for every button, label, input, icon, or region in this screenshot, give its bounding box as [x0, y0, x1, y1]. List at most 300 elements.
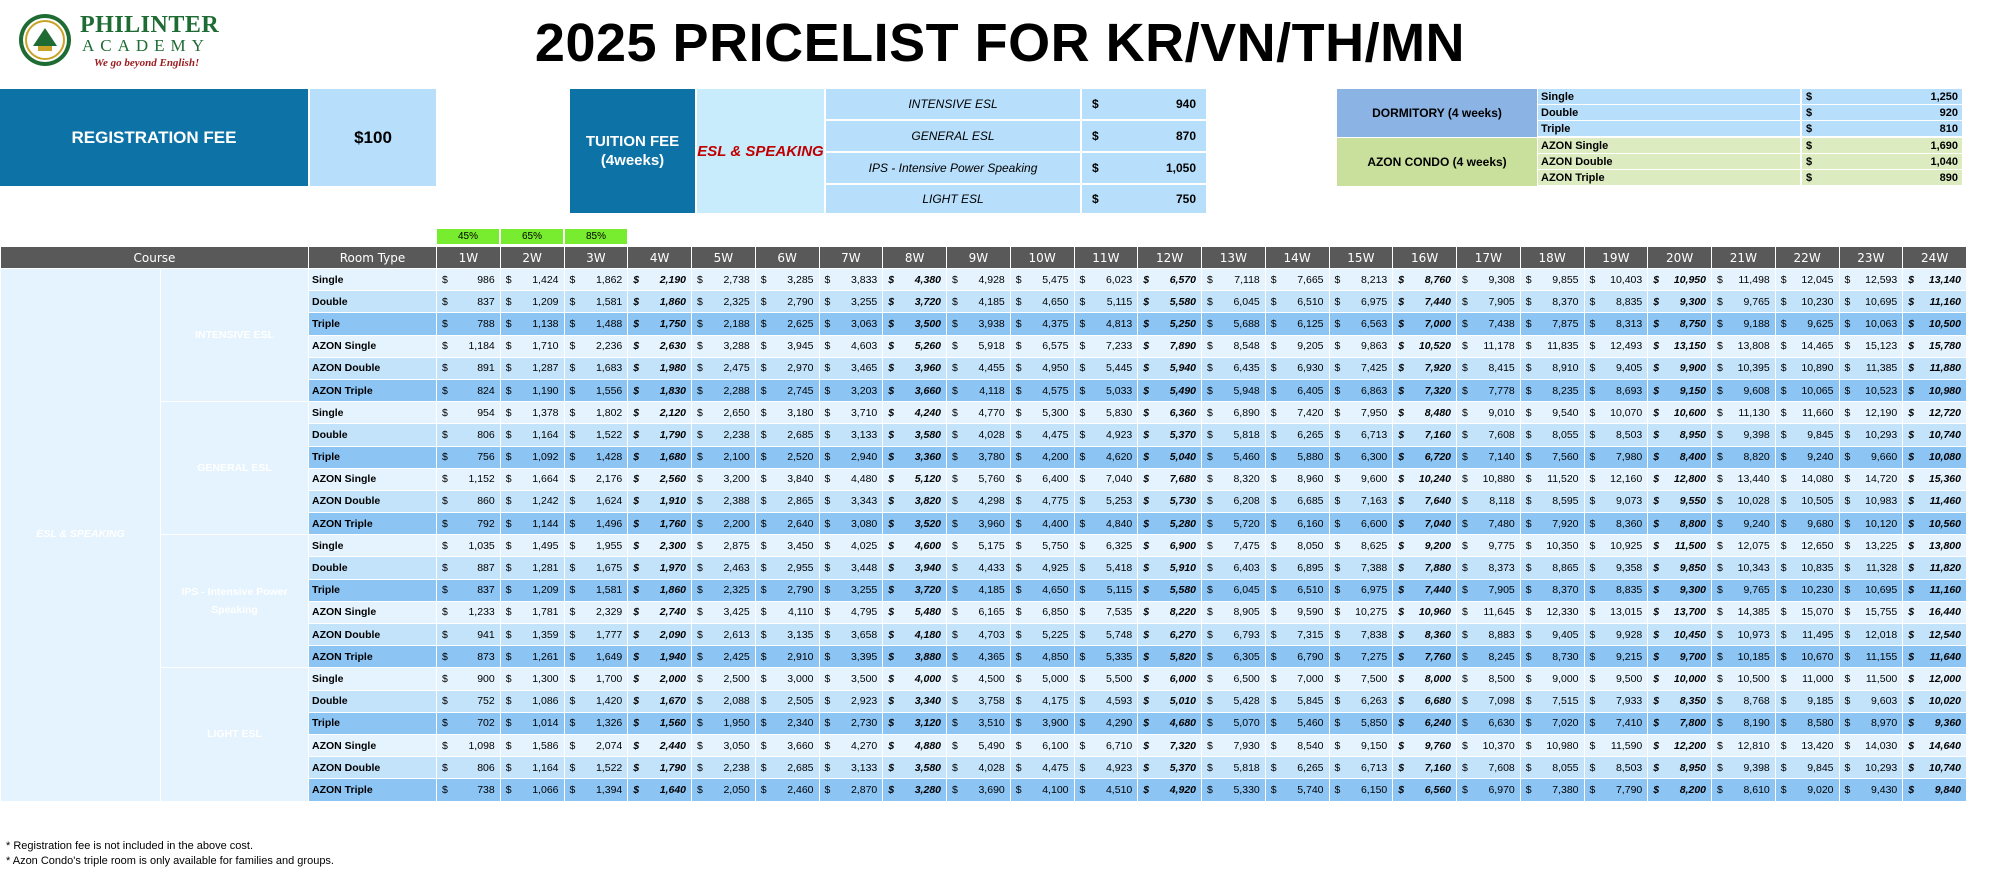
price-cell: $ 5,330: [1202, 779, 1266, 801]
price-cell: $ 12,593: [1839, 269, 1903, 291]
price-cell: $ 9,020: [1775, 779, 1839, 801]
dormitory-room: Triple $ 810: [1538, 121, 1962, 136]
dormitory-label: DORMITORY (4 weeks): [1337, 89, 1537, 137]
price-cell: $ 8,200: [1648, 779, 1712, 801]
price-cell: $ 16,440: [1903, 601, 1967, 623]
price-cell: $ 5,250: [1138, 313, 1202, 335]
price-cell: $ 5,730: [1138, 490, 1202, 512]
room-type-cell: AZON Single: [309, 468, 437, 490]
price-cell: $ 1,790: [628, 424, 692, 446]
price-cell: $ 5,830: [1074, 402, 1138, 424]
price-cell: $ 9,603: [1839, 690, 1903, 712]
week-header: 16W: [1393, 247, 1457, 269]
price-cell: $ 6,790: [1265, 646, 1329, 668]
price-cell: $ 10,740: [1903, 424, 1967, 446]
course-name-cell: LIGHT ESL: [161, 668, 309, 801]
price-cell: $ 4,850: [1010, 646, 1074, 668]
price-cell: $ 11,328: [1839, 557, 1903, 579]
price-cell: $ 3,960: [947, 513, 1011, 535]
price-cell: $ 2,970: [755, 357, 819, 379]
price-cell: $ 5,445: [1074, 357, 1138, 379]
week-header: 9W: [947, 247, 1011, 269]
week-header: 11W: [1074, 247, 1138, 269]
week-header: 13W: [1202, 247, 1266, 269]
price-cell: $ 5,948: [1202, 379, 1266, 401]
price-cell: $ 9,550: [1648, 490, 1712, 512]
price-cell: $ 2,910: [755, 646, 819, 668]
price-cell: $ 1,700: [564, 668, 628, 690]
price-cell: $ 9,500: [1584, 668, 1648, 690]
price-cell: $ 10,120: [1839, 513, 1903, 535]
price-cell: $ 10,395: [1712, 357, 1776, 379]
price-cell: $ 1,790: [628, 757, 692, 779]
price-cell: $ 14,385: [1712, 601, 1776, 623]
price-cell: $ 10,695: [1839, 291, 1903, 313]
price-cell: $ 5,418: [1074, 557, 1138, 579]
price-cell: $ 4,110: [755, 601, 819, 623]
room-type-cell: AZON Double: [309, 490, 437, 512]
price-cell: $ 10,925: [1584, 535, 1648, 557]
price-cell: $ 5,335: [1074, 646, 1138, 668]
price-cell: $ 2,630: [628, 335, 692, 357]
price-cell: $ 4,200: [1010, 446, 1074, 468]
price-cell: $ 1,680: [628, 446, 692, 468]
price-cell: $ 7,388: [1329, 557, 1393, 579]
price-cell: $ 7,425: [1329, 357, 1393, 379]
price-cell: $ 4,593: [1074, 690, 1138, 712]
price-cell: $ 11,660: [1775, 402, 1839, 424]
price-cell: $ 7,475: [1202, 535, 1266, 557]
price-cell: $ 4,475: [1010, 424, 1074, 446]
price-cell: $ 8,500: [1457, 668, 1521, 690]
price-cell: $ 6,890: [1202, 402, 1266, 424]
price-cell: $ 1,955: [564, 535, 628, 557]
price-cell: $ 14,640: [1903, 734, 1967, 756]
week-header: 5W: [692, 247, 756, 269]
price-cell: $ 14,080: [1775, 468, 1839, 490]
price-cell: $ 4,028: [947, 757, 1011, 779]
price-cell: $ 1,581: [564, 291, 628, 313]
price-cell: $ 2,340: [755, 712, 819, 734]
price-cell: $ 4,500: [947, 668, 1011, 690]
price-cell: $ 1,781: [500, 601, 564, 623]
price-cell: $ 10,695: [1839, 579, 1903, 601]
price-cell: $ 1,092: [500, 446, 564, 468]
price-cell: $ 8,693: [1584, 379, 1648, 401]
price-cell: $ 2,238: [692, 424, 756, 446]
price-cell: $ 3,360: [883, 446, 947, 468]
price-cell: $ 4,025: [819, 535, 883, 557]
price-cell: $ 806: [437, 424, 501, 446]
price-cell: $ 9,608: [1712, 379, 1776, 401]
price-cell: $ 6,265: [1265, 757, 1329, 779]
azon-condo-label: AZON CONDO (4 weeks): [1337, 138, 1537, 186]
price-cell: $ 1,777: [564, 624, 628, 646]
price-cell: $ 6,975: [1329, 291, 1393, 313]
price-cell: $ 11,000: [1775, 668, 1839, 690]
registration-fee-value: $100: [310, 89, 436, 186]
price-cell: $ 6,850: [1010, 601, 1074, 623]
dormitory-room: Double $ 920: [1538, 105, 1962, 120]
price-cell: $ 7,320: [1393, 379, 1457, 401]
price-cell: $ 7,380: [1520, 779, 1584, 801]
price-cell: $ 8,245: [1457, 646, 1521, 668]
price-cell: $ 7,665: [1265, 269, 1329, 291]
price-cell: $ 2,325: [692, 579, 756, 601]
price-cell: $ 1,862: [564, 269, 628, 291]
price-cell: $ 4,100: [1010, 779, 1074, 801]
price-cell: $ 13,225: [1839, 535, 1903, 557]
table-row: [1, 402, 1967, 424]
price-cell: $ 11,590: [1584, 734, 1648, 756]
price-cell: $ 5,115: [1074, 291, 1138, 313]
price-cell: $ 1,144: [500, 513, 564, 535]
price-cell: $ 1,910: [628, 490, 692, 512]
price-cell: $ 860: [437, 490, 501, 512]
price-cell: $ 15,780: [1903, 335, 1967, 357]
price-cell: $ 7,880: [1393, 557, 1457, 579]
week-header: 12W: [1138, 247, 1202, 269]
price-cell: $ 887: [437, 557, 501, 579]
price-cell: $ 6,400: [1010, 468, 1074, 490]
price-cell: $ 9,000: [1520, 668, 1584, 690]
price-cell: $ 6,270: [1138, 624, 1202, 646]
price-cell: $ 6,263: [1329, 690, 1393, 712]
price-cell: $ 752: [437, 690, 501, 712]
price-cell: $ 9,775: [1457, 535, 1521, 557]
price-cell: $ 5,010: [1138, 690, 1202, 712]
price-cell: $ 2,923: [819, 690, 883, 712]
price-cell: $ 4,650: [1010, 579, 1074, 601]
price-cell: $ 5,818: [1202, 757, 1266, 779]
price-cell: $ 8,595: [1520, 490, 1584, 512]
price-cell: $ 5,580: [1138, 291, 1202, 313]
price-cell: $ 1,424: [500, 269, 564, 291]
price-cell: $ 1,830: [628, 379, 692, 401]
price-cell: $ 3,580: [883, 424, 947, 446]
price-cell: $ 2,650: [692, 402, 756, 424]
price-cell: $ 4,175: [1010, 690, 1074, 712]
price-cell: $ 3,660: [755, 734, 819, 756]
price-cell: $ 6,685: [1265, 490, 1329, 512]
tuition-item-price: $ 750: [1082, 185, 1206, 213]
price-cell: $ 6,895: [1265, 557, 1329, 579]
price-cell: $ 10,240: [1393, 468, 1457, 490]
price-cell: $ 1,675: [564, 557, 628, 579]
price-cell: $ 7,800: [1648, 712, 1712, 734]
price-cell: $ 6,713: [1329, 757, 1393, 779]
price-cell: $ 3,180: [755, 402, 819, 424]
price-cell: $ 7,930: [1202, 734, 1266, 756]
price-cell: $ 3,425: [692, 601, 756, 623]
price-cell: $ 15,360: [1903, 468, 1967, 490]
price-cell: $ 3,720: [883, 579, 947, 601]
price-cell: $ 6,000: [1138, 668, 1202, 690]
price-cell: $ 1,940: [628, 646, 692, 668]
price-cell: $ 9,760: [1393, 734, 1457, 756]
price-cell: $ 8,960: [1265, 468, 1329, 490]
price-cell: $ 8,350: [1648, 690, 1712, 712]
price-cell: $ 1,420: [564, 690, 628, 712]
price-cell: $ 1,624: [564, 490, 628, 512]
tuition-item: [826, 185, 1206, 213]
price-cell: $ 10,973: [1712, 624, 1776, 646]
price-cell: $ 3,500: [819, 668, 883, 690]
price-cell: $ 10,063: [1839, 313, 1903, 335]
price-cell: $ 1,209: [500, 291, 564, 313]
price-cell: $ 4,770: [947, 402, 1011, 424]
price-cell: $ 8,360: [1393, 624, 1457, 646]
price-cell: $ 6,045: [1202, 579, 1266, 601]
price-cell: $ 4,380: [883, 269, 947, 291]
price-cell: $ 6,208: [1202, 490, 1266, 512]
price-cell: $ 13,140: [1903, 269, 1967, 291]
price-cell: $ 4,400: [1010, 513, 1074, 535]
price-cell: $ 7,790: [1584, 779, 1648, 801]
price-cell: $ 7,920: [1520, 513, 1584, 535]
price-cell: $ 5,918: [947, 335, 1011, 357]
price-cell: $ 4,650: [1010, 291, 1074, 313]
dormitory-room: Single $ 1,250: [1538, 89, 1962, 104]
price-cell: $ 6,100: [1010, 734, 1074, 756]
price-cell: $ 2,560: [628, 468, 692, 490]
price-cell: $ 9,358: [1584, 557, 1648, 579]
price-cell: $ 9,240: [1712, 513, 1776, 535]
week-header: 22W: [1775, 247, 1839, 269]
price-cell: $ 756: [437, 446, 501, 468]
price-cell: $ 8,910: [1520, 357, 1584, 379]
week-header: 3W: [564, 247, 628, 269]
price-cell: $ 6,045: [1202, 291, 1266, 313]
course-name-cell: INTENSIVE ESL: [161, 269, 309, 402]
price-cell: $ 7,275: [1329, 646, 1393, 668]
price-cell: $ 5,280: [1138, 513, 1202, 535]
price-cell: $ 4,950: [1010, 357, 1074, 379]
price-cell: $ 5,300: [1010, 402, 1074, 424]
price-cell: $ 10,293: [1839, 424, 1903, 446]
price-cell: $ 2,505: [755, 690, 819, 712]
price-cell: $ 7,000: [1265, 668, 1329, 690]
price-cell: $ 15,070: [1775, 601, 1839, 623]
price-cell: $ 4,600: [883, 535, 947, 557]
price-cell: $ 3,448: [819, 557, 883, 579]
price-cell: $ 10,835: [1775, 557, 1839, 579]
price-cell: $ 2,475: [692, 357, 756, 379]
price-cell: $ 3,940: [883, 557, 947, 579]
price-cell: $ 3,938: [947, 313, 1011, 335]
price-cell: $ 10,370: [1457, 734, 1521, 756]
price-cell: $ 2,685: [755, 424, 819, 446]
price-cell: $ 5,740: [1265, 779, 1329, 801]
tuition-item-price: $ 870: [1082, 121, 1206, 151]
discount-badge-2w: 65%: [501, 229, 563, 244]
price-cell: $ 7,500: [1329, 668, 1393, 690]
price-cell: $ 873: [437, 646, 501, 668]
price-cell: $ 5,500: [1074, 668, 1138, 690]
price-cell: $ 11,160: [1903, 291, 1967, 313]
table-row: [1, 668, 1967, 690]
price-cell: $ 8,190: [1712, 712, 1776, 734]
price-cell: $ 6,240: [1393, 712, 1457, 734]
price-cell: $ 1,359: [500, 624, 564, 646]
price-cell: $ 12,190: [1839, 402, 1903, 424]
price-cell: $ 1,281: [500, 557, 564, 579]
price-cell: $ 4,000: [883, 668, 947, 690]
price-cell: $ 3,395: [819, 646, 883, 668]
price-cell: $ 2,329: [564, 601, 628, 623]
price-cell: $ 4,813: [1074, 313, 1138, 335]
price-cell: $ 11,835: [1520, 335, 1584, 357]
price-cell: $ 4,680: [1138, 712, 1202, 734]
price-cell: $ 792: [437, 513, 501, 535]
week-header: 2W: [500, 247, 564, 269]
price-cell: $ 1,750: [628, 313, 692, 335]
price-cell: $ 1,164: [500, 424, 564, 446]
price-cell: $ 3,343: [819, 490, 883, 512]
room-type-cell: AZON Double: [309, 757, 437, 779]
price-cell: $ 8,370: [1520, 579, 1584, 601]
price-cell: $ 3,465: [819, 357, 883, 379]
price-cell: $ 2,790: [755, 579, 819, 601]
week-header: 14W: [1265, 247, 1329, 269]
price-cell: $ 7,315: [1265, 624, 1329, 646]
price-cell: $ 5,845: [1265, 690, 1329, 712]
price-cell: $ 1,287: [500, 357, 564, 379]
price-cell: $ 2,685: [755, 757, 819, 779]
price-cell: $ 1,261: [500, 646, 564, 668]
price-cell: $ 7,838: [1329, 624, 1393, 646]
price-cell: $ 10,230: [1775, 291, 1839, 313]
tuition-item-name: INTENSIVE ESL: [826, 89, 1080, 119]
price-cell: $ 10,185: [1712, 646, 1776, 668]
price-cell: $ 2,790: [755, 291, 819, 313]
price-cell: $ 2,120: [628, 402, 692, 424]
price-cell: $ 3,945: [755, 335, 819, 357]
week-header: 8W: [883, 247, 947, 269]
price-cell: $ 2,955: [755, 557, 819, 579]
price-cell: $ 5,033: [1074, 379, 1138, 401]
price-cell: $ 3,960: [883, 357, 947, 379]
price-cell: $ 12,493: [1584, 335, 1648, 357]
price-cell: $ 7,040: [1074, 468, 1138, 490]
room-type-cell: Single: [309, 535, 437, 557]
price-cell: $ 9,405: [1584, 357, 1648, 379]
price-cell: $ 2,940: [819, 446, 883, 468]
price-cell: $ 9,765: [1712, 291, 1776, 313]
price-cell: $ 7,160: [1393, 424, 1457, 446]
price-cell: $ 6,510: [1265, 579, 1329, 601]
price-cell: $ 7,410: [1584, 712, 1648, 734]
price-cell: $ 3,710: [819, 402, 883, 424]
price-cell: $ 1,860: [628, 291, 692, 313]
price-cell: $ 9,928: [1584, 624, 1648, 646]
price-cell: $ 4,510: [1074, 779, 1138, 801]
price-cell: $ 8,950: [1648, 757, 1712, 779]
price-cell: $ 6,325: [1074, 535, 1138, 557]
price-cell: $ 13,015: [1584, 601, 1648, 623]
price-cell: $ 3,255: [819, 291, 883, 313]
price-cell: $ 11,160: [1903, 579, 1967, 601]
room-type-cell: Single: [309, 269, 437, 291]
price-cell: $ 4,365: [947, 646, 1011, 668]
price-cell: $ 3,510: [947, 712, 1011, 734]
price-cell: $ 9,188: [1712, 313, 1776, 335]
price-cell: $ 9,540: [1520, 402, 1584, 424]
price-cell: $ 6,930: [1265, 357, 1329, 379]
price-cell: $ 14,465: [1775, 335, 1839, 357]
price-cell: $ 8,220: [1138, 601, 1202, 623]
price-cell: $ 8,415: [1457, 357, 1521, 379]
price-cell: $ 2,865: [755, 490, 819, 512]
price-cell: $ 4,118: [947, 379, 1011, 401]
price-cell: $ 12,330: [1520, 601, 1584, 623]
price-cell: $ 12,018: [1839, 624, 1903, 646]
price-cell: $ 12,810: [1712, 734, 1776, 756]
page-title: 2025 PRICELIST FOR KR/VN/TH/MN: [534, 13, 1466, 73]
price-cell: $ 6,560: [1393, 779, 1457, 801]
price-cell: $ 1,522: [564, 424, 628, 446]
price-cell: $ 3,050: [692, 734, 756, 756]
price-cell: $ 1,190: [500, 379, 564, 401]
price-cell: $ 3,340: [883, 690, 947, 712]
price-cell: $ 2,875: [692, 535, 756, 557]
price-cell: $ 3,580: [883, 757, 947, 779]
price-cell: $ 3,203: [819, 379, 883, 401]
price-cell: $ 1,394: [564, 779, 628, 801]
price-cell: $ 2,074: [564, 734, 628, 756]
price-cell: $ 3,500: [883, 313, 947, 335]
price-cell: $ 9,625: [1775, 313, 1839, 335]
price-cell: $ 9,300: [1648, 579, 1712, 601]
price-cell: $ 954: [437, 402, 501, 424]
price-cell: $ 2,520: [755, 446, 819, 468]
price-cell: $ 10,980: [1520, 734, 1584, 756]
price-cell: $ 1,649: [564, 646, 628, 668]
week-header: 4W: [628, 247, 692, 269]
price-cell: $ 1,014: [500, 712, 564, 734]
price-cell: $ 5,580: [1138, 579, 1202, 601]
price-cell: $ 2,088: [692, 690, 756, 712]
price-cell: $ 9,590: [1265, 601, 1329, 623]
price-cell: $ 4,703: [947, 624, 1011, 646]
price-cell: $ 5,880: [1265, 446, 1329, 468]
price-cell: $ 6,563: [1329, 313, 1393, 335]
room-type-cell: AZON Single: [309, 601, 437, 623]
price-cell: $ 2,090: [628, 624, 692, 646]
price-cell: $ 6,165: [947, 601, 1011, 623]
price-cell: $ 9,150: [1329, 734, 1393, 756]
price-cell: $ 4,925: [1010, 557, 1074, 579]
price-cell: $ 10,600: [1648, 402, 1712, 424]
price-cell: $ 5,253: [1074, 490, 1138, 512]
azon-room: AZON Double $ 1,040: [1538, 154, 1962, 169]
price-cell: $ 3,660: [883, 379, 947, 401]
price-cell: $ 3,690: [947, 779, 1011, 801]
price-cell: $ 8,313: [1584, 313, 1648, 335]
price-cell: $ 4,475: [1010, 757, 1074, 779]
price-cell: $ 4,795: [819, 601, 883, 623]
price-cell: $ 2,238: [692, 757, 756, 779]
course-name-cell: IPS - Intensive Power Speaking: [161, 535, 309, 668]
price-cell: $ 702: [437, 712, 501, 734]
price-cell: $ 13,420: [1775, 734, 1839, 756]
price-cell: $ 10,230: [1775, 579, 1839, 601]
price-cell: $ 1,802: [564, 402, 628, 424]
table-row: [1, 535, 1967, 557]
price-cell: $ 891: [437, 357, 501, 379]
price-cell: $ 10,740: [1903, 757, 1967, 779]
price-cell: $ 9,398: [1712, 424, 1776, 446]
